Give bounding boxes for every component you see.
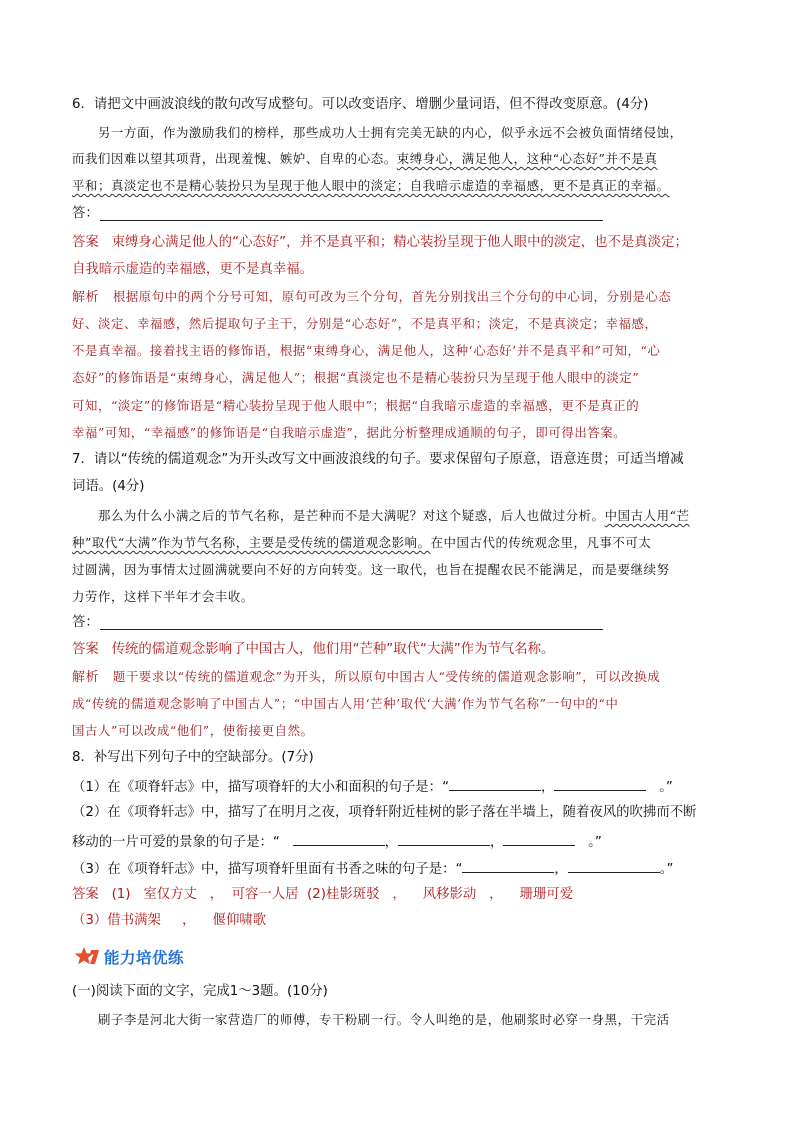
q7-passage-line1: 那么为什么小满之后的节气名称，是芒种而不是大满呢？对这个疑惑，后人也做过分析。中国古人用“芒 bbox=[98, 508, 690, 523]
q8-item2-line2: 移动的一片可爱的景象的句子是：“ ， ， 。” bbox=[72, 831, 602, 852]
q6-wavy-text: 束缚身心，满足他人，这种“心态好”并不是真 bbox=[396, 151, 658, 166]
q7-passage-line3: 过圆满，因为事情太过圆满就要向不好的方向转变。这一取代，也旨在提醒农民不能满足，而是要继续努 bbox=[72, 562, 670, 577]
star-badge-icon bbox=[74, 946, 102, 968]
q8-key-line2: （3）借书满架 ， 偃仰啸歌 bbox=[72, 913, 267, 928]
q6-explain-line6: 幸福”可知，“幸福感”的修饰语是“自我暗示虚造”，据此分析整理成通顺的句子，即可得出答案。 bbox=[72, 425, 627, 440]
q6-answer-line[interactable] bbox=[100, 220, 603, 221]
q7-answer-line[interactable] bbox=[100, 629, 603, 630]
q8-prompt: 8．补写出下列句子中的空缺部分。(7分) bbox=[72, 750, 314, 765]
q8-item3: （3）在《项脊轩志》中，描写项脊轩里面有书香之味的句子是：“ ， 。” bbox=[72, 858, 673, 879]
q6-explain-line2: 好、淡定、幸福感，然后提取句子主干，分别是“心态好”，不是真平和；淡定，不是真淡定；幸福感， bbox=[72, 316, 658, 331]
reading-prompt: (一)阅读下面的文字，完成1～3题。(10分) bbox=[72, 984, 328, 999]
q7-explain-line1: 解析 题干要求以“传统的儒道观念”为开头，所以原句中国古人“受传统的儒道观念影响”，可以改换成 bbox=[72, 669, 661, 685]
blank[interactable] bbox=[293, 831, 385, 846]
q7-passage-line4: 力劳作，这样下半年才会丰收。 bbox=[72, 589, 254, 604]
q6-explain-line5: 可知，“淡定”的修饰语是“精心装扮呈现于他人眼中”；根据“自我暗示虚造的幸福感，更不是真正的 bbox=[72, 398, 640, 413]
q6-explain-line4: 态好”的修饰语是“束缚身心，满足他人”；根据“真淡定也不是精心装扮只为呈现于他人眼中的淡定” bbox=[72, 370, 640, 385]
q7-wavy-text: 中国古人用“芒 bbox=[604, 508, 690, 523]
q7-passage-line2: 种”取代“大满”作为节气名称，主要是受传统的儒道观念影响。在中国古代的传统观念里，凡事不可太 bbox=[72, 535, 652, 550]
q6-key-line1: 答案 束缚身心满足他人的“心态好”，并不是真平和；精心装扮呈现于他人眼中的淡定，也不是真淡定； bbox=[72, 235, 688, 250]
q6-passage-line3: 平和；真淡定也不是精心装扮只为呈现于他人眼中的淡定；自我暗示虚造的幸福感，更不是真正的幸福。 bbox=[72, 178, 670, 193]
q6-passage-line2: 而我们因难以望其项背，出现羞愧、嫉妒、自卑的心态。束缚身心，满足他人，这种“心态好”并不是真 bbox=[72, 151, 658, 166]
blank[interactable] bbox=[462, 858, 554, 873]
blank[interactable] bbox=[398, 831, 490, 846]
section-title: 能力培优练 bbox=[104, 949, 185, 967]
q7-answer-label: 答： bbox=[72, 615, 99, 630]
q8-item1: （1）在《项脊轩志》中，描写项脊轩的大小和面积的句子是：“ ， 。” bbox=[72, 776, 673, 797]
key-label: 答案 bbox=[72, 642, 99, 657]
q7-explain-line2: 成“传统的儒道观念影响了中国古人”；“中国古人用‘芒种’取代‘大满’作为节气名称”一句中的“中 bbox=[72, 696, 619, 711]
blank[interactable] bbox=[449, 776, 541, 791]
section-header bbox=[74, 946, 184, 968]
q6-explain-line3: 不是真幸福。接着找主语的修饰语，根据“束缚身心，满足他人，这种‘心态好’并不是真平和”可知，“心 bbox=[72, 343, 661, 358]
explain-label: 解析 bbox=[72, 290, 100, 305]
explain-label: 解析 bbox=[72, 670, 100, 685]
q6-prompt: 6．请把文中画波浪线的散句改写成整句。可以改变语序、增删少量词语，但不得改变原意。(4分) bbox=[72, 97, 649, 112]
blank[interactable] bbox=[503, 831, 575, 846]
reading-passage-line1: 刷子李是河北大街一家营造厂的师傅，专干粉刷一行。令人叫绝的是，他刷浆时必穿一身黑，干完活 bbox=[98, 1012, 670, 1027]
key-label: 答案 bbox=[72, 887, 99, 902]
q7-key: 答案 传统的儒道观念影响了中国古人，他们用“芒种”取代“大满”作为节气名称。 bbox=[72, 642, 555, 657]
q8-item2-line1: （2）在《项脊轩志》中，描写了在明月之夜，项脊轩附近桂树的影子落在半墙上，随着夜风的吹拂而不断 bbox=[72, 805, 697, 820]
q8-key-line1: 答案 (1) 室仅方丈 ， 可容一人居 (2)桂影斑驳 ， 风移影动 ， 珊珊可爱 bbox=[72, 887, 574, 902]
q6-answer-label: 答： bbox=[72, 206, 99, 221]
key-label: 答案 bbox=[72, 235, 99, 250]
blank[interactable] bbox=[554, 776, 646, 791]
q6-passage-line1: 另一方面，作为激励我们的榜样，那些成功人士拥有完美无缺的内心，似乎永远不会被负面情绪侵蚀， bbox=[98, 125, 683, 140]
q6-key-line2: 自我暗示虚造的幸福感，更不是真幸福。 bbox=[72, 262, 314, 277]
blank[interactable] bbox=[568, 858, 660, 873]
q6-explain-line1: 解析 根据原句中的两个分号可知，原句可改为三个分句，首先分别找出三个分句的中心词，分别是心态 bbox=[72, 289, 672, 305]
q7-explain-line3: 国古人”可以改成“他们”，使衔接更自然。 bbox=[72, 723, 314, 738]
q7-prompt-line1: 7．请以“传统的儒道观念”为开头改写文中画波浪线的句子。要求保留句子原意，语意连贯；可适当增减 bbox=[72, 452, 684, 467]
q7-prompt-line2: 词语。(4分) bbox=[72, 479, 145, 494]
